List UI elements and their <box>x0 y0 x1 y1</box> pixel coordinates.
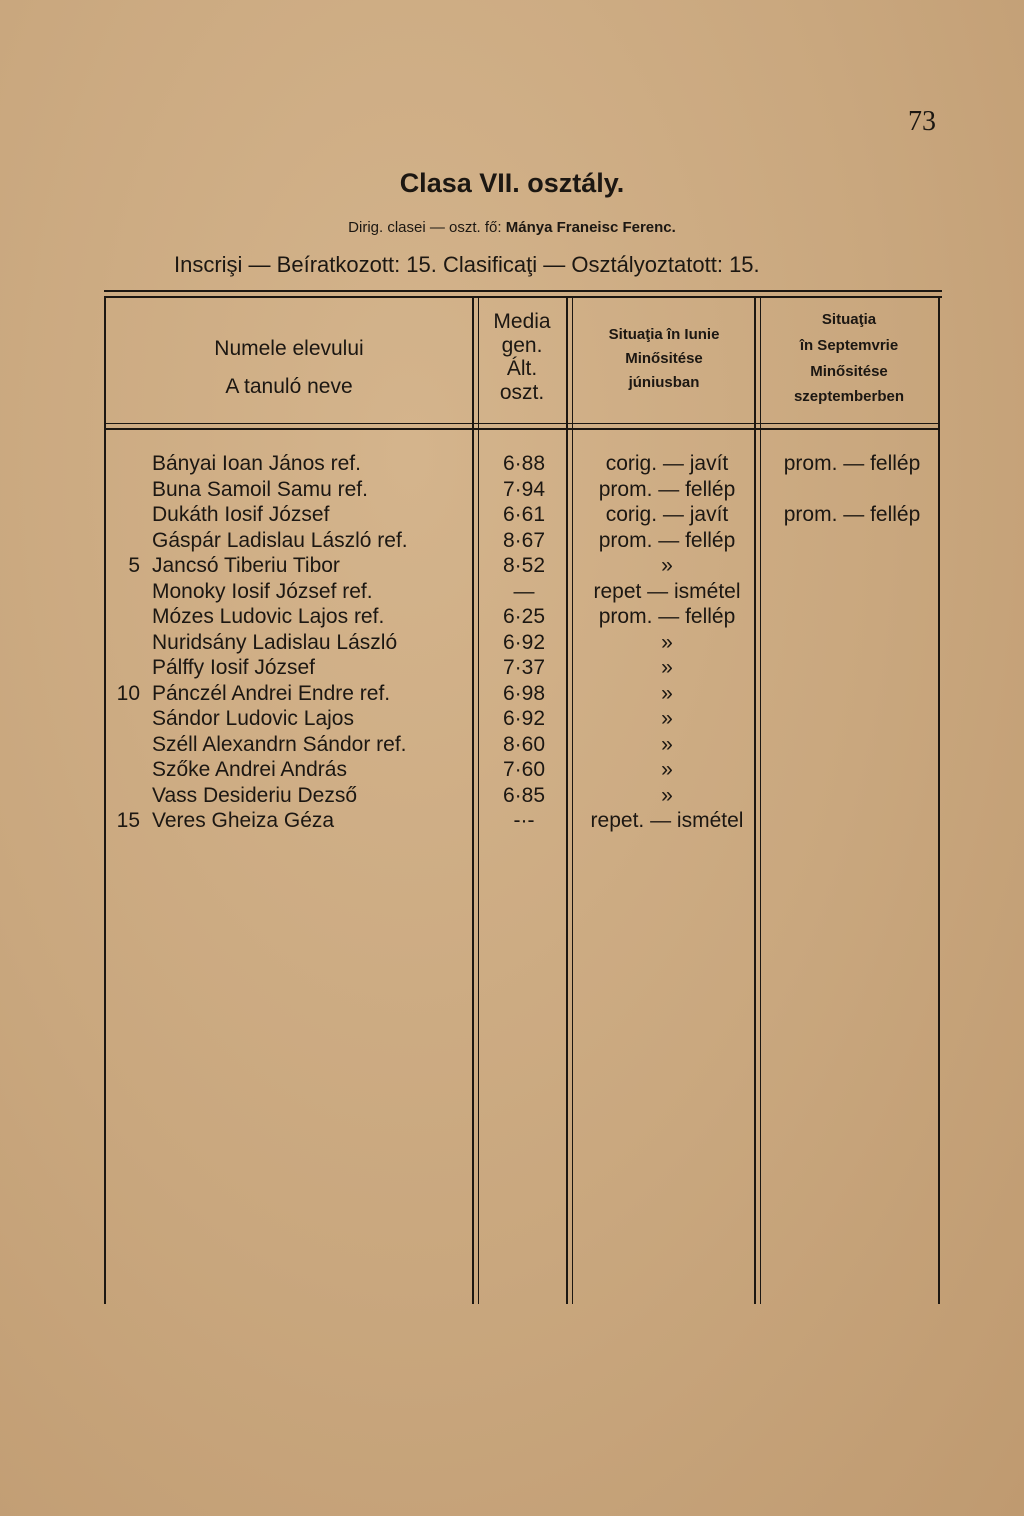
table-cell-sept <box>764 655 940 681</box>
table-cell-name: Jancsó Tiberiu Tibor <box>152 554 340 577</box>
column-june-status <box>576 451 758 834</box>
column-student-name <box>152 451 472 834</box>
table-cell-sept <box>764 783 940 809</box>
header-media-line-3: Ált. <box>506 357 538 381</box>
table-cell-name: Pálffy Iosif József <box>152 656 316 679</box>
table-cell-media: 6·61 <box>502 503 546 526</box>
table-cell-num <box>108 451 140 477</box>
table-cell-sept <box>764 630 940 656</box>
table-cell-num: 10 <box>116 681 140 705</box>
table-cell-sept <box>764 579 940 605</box>
table-cell-sept <box>764 553 940 579</box>
table-cell-name: Bányai Ioan János ref. <box>152 452 361 475</box>
table-cell-media: 6·92 <box>502 630 546 654</box>
table-cell-name: Buna Samoil Samu ref. <box>152 477 368 501</box>
table-cell-name: Vass Desideriu Dezső <box>152 783 358 807</box>
header-sept-line-4: szeptemberben <box>793 388 905 406</box>
table-cell-media: 7·94 <box>502 477 546 501</box>
table-cell-num: 5 <box>128 554 140 577</box>
table-cell-name: Sándor Ludovic Lajos <box>152 707 354 730</box>
table-cell-iunie: corig. — javít <box>605 503 729 526</box>
header-sept-line-3: Minősitése <box>810 362 888 380</box>
column-row-number <box>108 451 140 834</box>
table-cell-iunie: corig. — javít <box>605 452 729 475</box>
table-cell-sept <box>764 808 940 834</box>
table-cell-sept <box>764 732 940 758</box>
column-general-average <box>478 451 570 834</box>
table-cell-iunie: » <box>661 630 673 654</box>
header-iunie-line-2: Minősitése <box>625 350 703 367</box>
table-cell-sept <box>764 477 940 503</box>
table-cell-sept <box>764 528 940 554</box>
table-cell-num <box>108 477 140 503</box>
class-master-line <box>0 219 1024 236</box>
table-cell-num <box>108 706 140 732</box>
header-iunie-line-3: júniusban <box>628 374 700 391</box>
table-cell-name: Széll Alexandrn Sándor ref. <box>152 732 407 756</box>
table-cell-media: — <box>513 579 535 603</box>
table-cell-name: Szőke Andrei András <box>152 758 347 781</box>
table-cell-iunie: » <box>661 681 673 705</box>
table-cell-media: 6·92 <box>502 707 546 730</box>
table-cell-media: 7·37 <box>502 656 546 679</box>
header-student-name <box>108 330 470 406</box>
page-number: 73 <box>908 106 936 137</box>
table-cell-sept <box>764 681 940 707</box>
table-cell-sept: prom. — fellép <box>783 452 921 475</box>
table-cell-media: 8·52 <box>502 554 546 577</box>
header-bottom-rule <box>104 423 938 424</box>
table-cell-media: 6·88 <box>502 452 546 475</box>
table-cell-num <box>108 528 140 554</box>
table-cell-iunie: repet — ismétel <box>593 579 741 603</box>
header-june-status <box>574 323 754 395</box>
table-cell-iunie: » <box>661 554 673 577</box>
table-cell-media: 7·60 <box>502 758 546 781</box>
header-name-ro: Numele elevului <box>214 337 364 360</box>
table-cell-iunie: prom. — fellép <box>598 528 736 552</box>
table-left-border <box>104 296 106 1304</box>
table-cell-name: Mózes Ludovic Lajos ref. <box>152 605 385 628</box>
header-september-status <box>762 307 936 410</box>
table-cell-iunie: prom. — fellép <box>598 605 736 628</box>
header-bottom-rule-double <box>104 428 938 430</box>
header-media-line-4: oszt. <box>499 380 545 404</box>
class-master-name: Mánya Franeisc Ferenc. <box>505 219 676 236</box>
table-cell-num <box>108 579 140 605</box>
header-media-line-2: gen. <box>501 333 543 357</box>
table-cell-iunie: repet. — ismétel <box>590 809 744 832</box>
table-cell-name: Dukáth Iosif József <box>152 503 330 526</box>
header-general-average <box>478 310 566 404</box>
column-september-status <box>764 451 940 834</box>
table-cell-iunie: » <box>661 656 673 679</box>
table-cell-media: -·- <box>513 809 535 832</box>
table-cell-num <box>108 732 140 758</box>
header-name-hu: A tanuló neve <box>225 374 353 398</box>
page-title: Clasa VII. osztály. <box>399 168 625 198</box>
table-cell-sept: prom. — fellép <box>783 503 921 526</box>
class-master-label: Dirig. clasei — oszt. fő: <box>348 219 502 236</box>
table-cell-num <box>108 655 140 681</box>
table-cell-name: Monoky Iosif József ref. <box>152 579 373 603</box>
table-cell-sept <box>764 757 940 783</box>
header-sept-line-2: în Septemvrie <box>799 336 899 354</box>
header-sept-line-1: Situaţia <box>821 311 877 328</box>
table-cell-media: 6·85 <box>502 783 546 807</box>
table-cell-sept <box>764 706 940 732</box>
header-media-line-1: Media <box>493 310 551 333</box>
table-cell-num <box>108 757 140 783</box>
table-cell-num <box>108 502 140 528</box>
table-top-rule <box>104 290 942 292</box>
table-cell-num <box>108 630 140 656</box>
table-cell-num <box>108 783 140 809</box>
table-cell-num: 15 <box>116 809 140 832</box>
table-cell-name: Nuridsány Ladislau László <box>152 630 398 654</box>
divider-name-media-a <box>472 298 474 1304</box>
enrollment-line: Inscrişi — Beíratkozott: 15. Clasificaţi — Osztályoztatott: 15. <box>174 252 760 277</box>
header-iunie-line-1: Situaţia în Iunie <box>608 326 720 343</box>
table-cell-num <box>108 604 140 630</box>
table-cell-iunie: » <box>661 758 673 781</box>
table-cell-media: 6·98 <box>502 681 546 705</box>
table-cell-iunie: » <box>661 732 673 756</box>
table-cell-iunie: » <box>661 707 673 730</box>
table-cell-iunie: prom. — fellép <box>598 477 736 501</box>
table-cell-iunie: » <box>661 783 673 807</box>
table-cell-media: 6·25 <box>502 605 546 628</box>
table-cell-name: Veres Gheiza Géza <box>152 809 335 832</box>
divider-iunie-sept-b <box>760 298 761 1304</box>
table-cell-name: Pánczél Andrei Endre ref. <box>152 681 391 705</box>
table-cell-name: Gáspár Ladislau László ref. <box>152 528 408 552</box>
table-cell-sept <box>764 604 940 630</box>
table-top-rule-inner <box>104 296 942 298</box>
table-cell-media: 8·60 <box>502 732 546 756</box>
divider-media-iunie-b <box>572 298 573 1304</box>
table-cell-media: 8·67 <box>502 528 546 552</box>
